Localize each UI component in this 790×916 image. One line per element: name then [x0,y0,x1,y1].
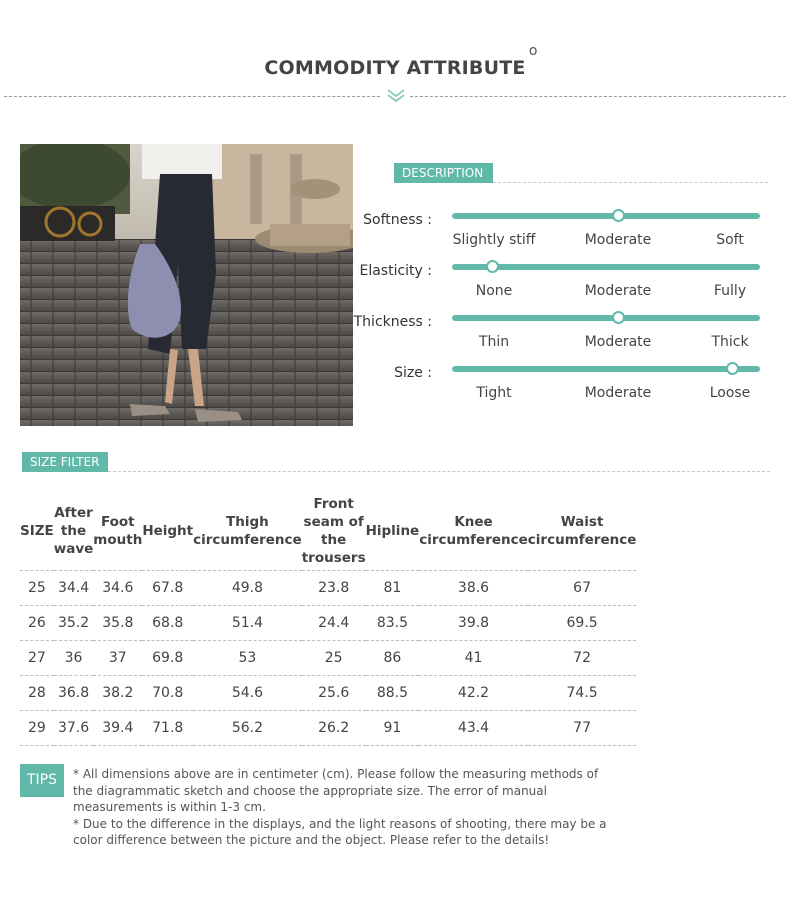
thickness-label: Thickness : [353,314,432,330]
table-cell: 25.6 [302,675,366,710]
softness-option-mid: Moderate [584,232,652,248]
table-cell: 56.2 [193,710,302,745]
table-cell: 34.6 [93,570,142,605]
column-header: After the wave [53,504,94,557]
table-cell: 27 [20,640,54,675]
table-row [20,570,636,605]
table-cell: 67.8 [142,570,193,605]
table-cell: 35.8 [93,605,142,640]
table-row [20,710,636,745]
size-option-mid: Moderate [584,385,652,401]
description-divider [493,182,768,183]
size-filter-tag: SIZE FILTER [22,452,108,472]
table-cell: 51.4 [193,605,302,640]
elasticity-label: Elasticity : [359,263,432,279]
size-option-low: Tight [476,385,512,401]
table-row [20,640,636,675]
softness-indicator [612,209,625,222]
softness-label: Softness : [363,212,432,228]
tips-badge: TIPS [20,764,64,797]
table-cell: 81 [366,570,420,605]
table-cell: 36.8 [54,675,94,710]
degree-mark: o [528,43,538,59]
table-cell: 25 [302,640,366,675]
table-cell: 38.2 [93,675,142,710]
table-cell: 69.5 [528,605,637,640]
table-cell: 28 [20,675,54,710]
elasticity-indicator [486,260,499,273]
table-cell: 69.8 [142,640,193,675]
column-header: Front seam of the trousers [301,495,366,566]
column-header: Height [142,522,194,539]
size-option-high: Loose [709,385,751,401]
elasticity-slider [452,264,760,270]
tips-text [73,766,613,849]
column-header: Waist circumference [527,513,637,548]
table-cell: 41 [419,640,528,675]
column-header: Knee circumference [419,513,528,548]
size-table [20,492,636,746]
table-cell: 26.2 [302,710,366,745]
table-cell: 91 [366,710,420,745]
thickness-slider [452,315,760,321]
table-cell: 74.5 [528,675,637,710]
table-cell: 49.8 [193,570,302,605]
table-cell: 36 [54,640,94,675]
title-divider-left [4,96,380,97]
table-cell: 38.6 [419,570,528,605]
table-header-row [20,492,636,570]
size-filter-divider [108,471,770,472]
product-photo [20,144,353,426]
table-cell: 39.8 [419,605,528,640]
size-slider [452,366,760,372]
table-cell: 34.4 [54,570,94,605]
thickness-option-low: Thin [478,334,510,350]
table-cell: 26 [20,605,54,640]
section-title [0,43,790,79]
column-header: Foot mouth [93,513,143,548]
table-cell: 77 [528,710,637,745]
table-cell: 71.8 [142,710,193,745]
table-cell: 83.5 [366,605,420,640]
table-cell: 42.2 [419,675,528,710]
title-divider-right [410,96,786,97]
elasticity-option-low: None [475,283,513,299]
table-cell: 88.5 [366,675,420,710]
tips-line: * Due to the difference in the displays, and the light reasons of shooting, there may be a color difference between the picture and the object. Please refer to the details! [73,816,607,847]
size-indicator [726,362,739,375]
elasticity-option-high: Fully [713,283,747,299]
table-cell: 29 [20,710,54,745]
table-cell: 37 [93,640,142,675]
table-cell: 53 [193,640,302,675]
table-cell: 43.4 [419,710,528,745]
thickness-indicator [612,311,625,324]
table-cell: 24.4 [302,605,366,640]
table-cell: 86 [366,640,420,675]
size-label: Size : [394,365,432,381]
column-header: Hipline [365,522,420,539]
table-cell: 37.6 [54,710,94,745]
table-cell: 25 [20,570,54,605]
table-row [20,675,636,710]
table-cell: 35.2 [54,605,94,640]
tips-line: * All dimensions above are in centimeter (cm). Please follow the measuring methods of the diagrammatic sketch and choose the appropriate size. The error of manual measurements is within 1-3 cm. [73,767,599,814]
table-cell: 72 [528,640,637,675]
table-cell: 39.4 [93,710,142,745]
table-cell: 54.6 [193,675,302,710]
table-cell: 23.8 [302,570,366,605]
table-cell: 70.8 [142,675,193,710]
thickness-option-high: Thick [711,334,749,350]
thickness-option-mid: Moderate [584,334,652,350]
double-chevron-down-icon [386,88,406,104]
softness-slider [452,213,760,219]
softness-option-high: Soft [716,232,744,248]
elasticity-option-mid: Moderate [584,283,652,299]
table-row [20,605,636,640]
softness-option-low: Slightly stiff [452,232,536,248]
table-cell: 67 [528,570,637,605]
column-header: SIZE [20,522,54,539]
table-cell: 68.8 [142,605,193,640]
section-title-text: COMMODITY ATTRIBUTE [264,57,526,79]
column-header: Thigh circumference [193,513,302,548]
description-tag: DESCRIPTION [394,163,493,183]
